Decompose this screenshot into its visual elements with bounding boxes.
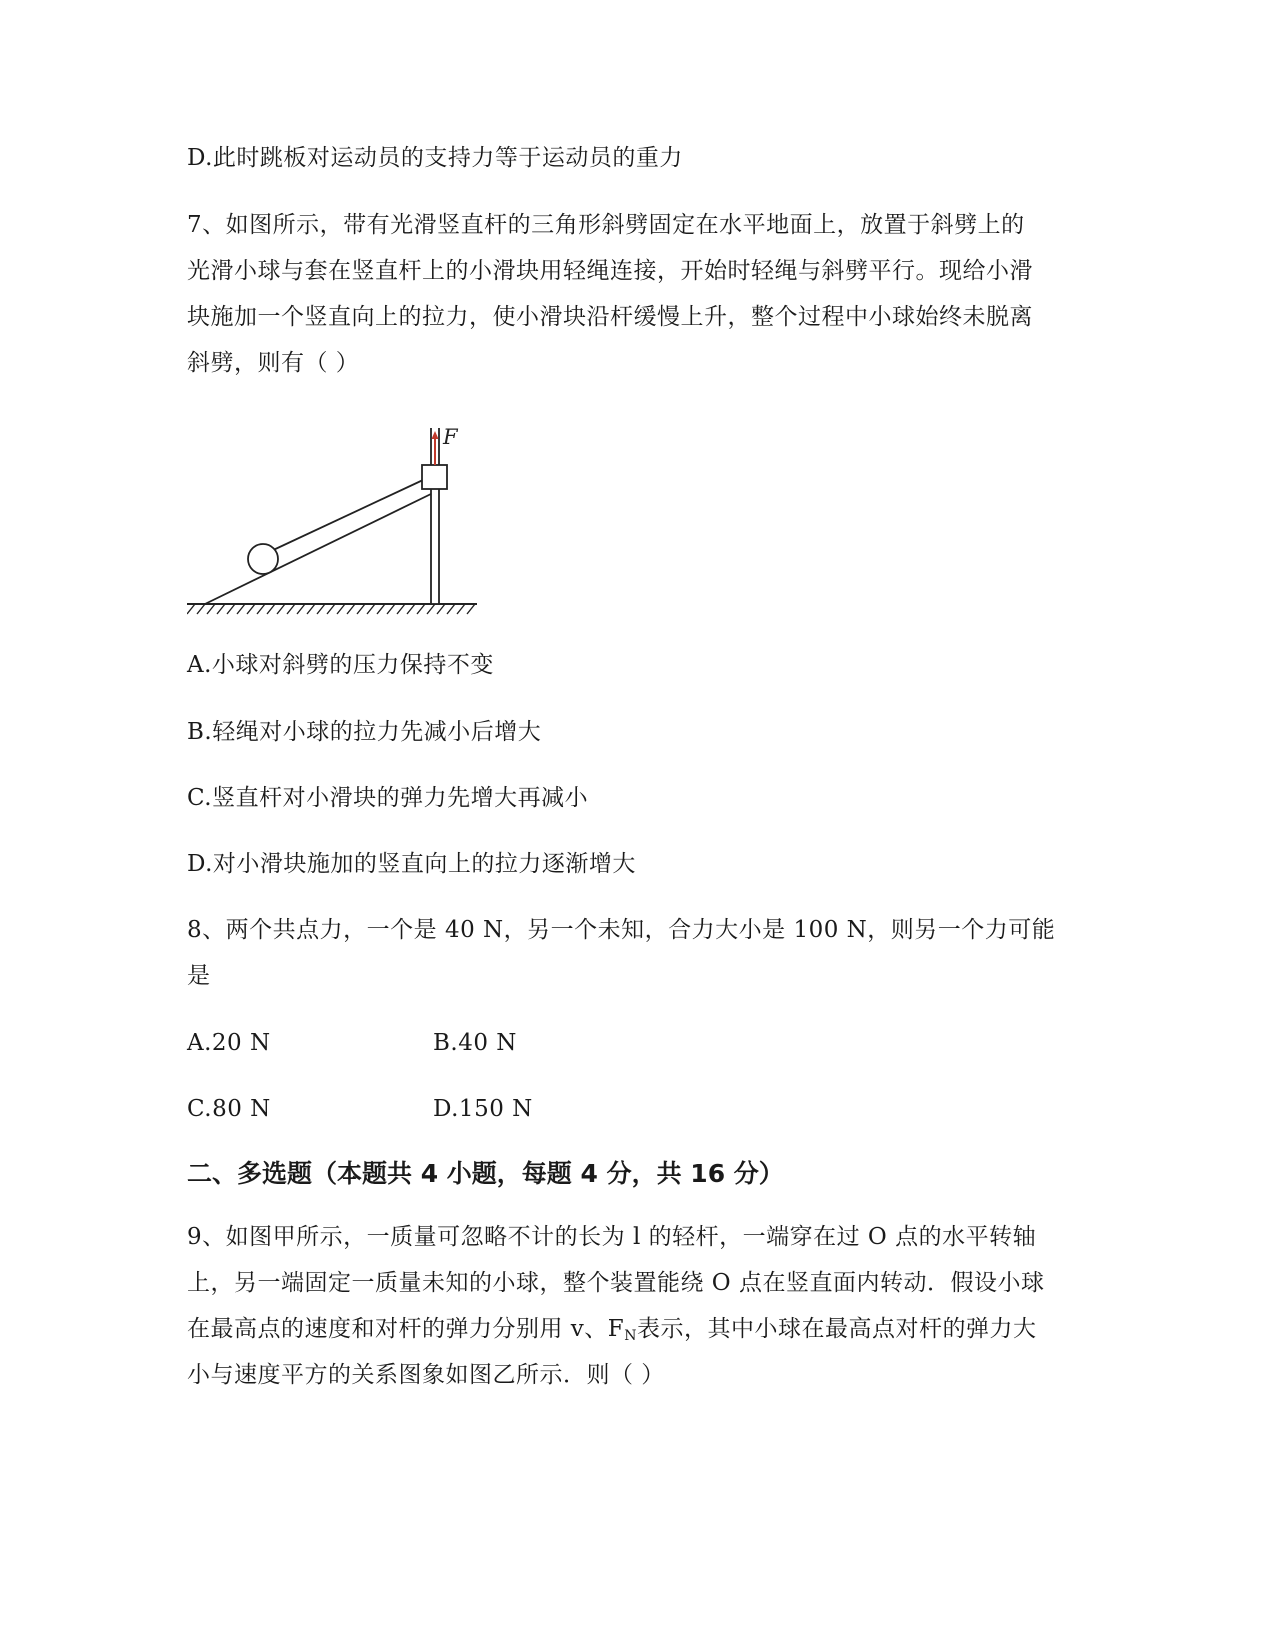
q7-stem-line-3: 块施加一个竖直向上的拉力，使小滑块沿杆缓慢上升，整个过程中小球始终未脱离 (187, 304, 1033, 330)
incline-diagram (187, 428, 497, 628)
q8-option-c: C.80 N (187, 1096, 271, 1122)
section-heading: 二、多选题（本题共 4 小题，每题 4 分，共 16 分） (187, 1159, 784, 1188)
q9-stem-line-2: 上，另一端固定一质量未知的小球，整个装置能绕 O 点在竖直面内转动．假设小球 (187, 1270, 1045, 1296)
q8-option-a: A.20 N (187, 1030, 271, 1056)
q8-option-d: D.150 N (433, 1096, 533, 1122)
q9-force-subscript: N (624, 1328, 638, 1344)
q6-option-d: D.此时跳板对运动员的支持力等于运动员的重力 (187, 145, 683, 171)
force-label: F (443, 428, 458, 449)
ground-hatching (187, 604, 475, 614)
q7-option-c: C.竖直杆对小滑块的弹力先增大再减小 (187, 785, 589, 811)
q8-stem-line-2: 是 (187, 963, 211, 989)
q8-option-b: B.40 N (433, 1030, 517, 1056)
q7-stem-line-2: 光滑小球与套在竖直杆上的小滑块用轻绳连接，开始时轻绳与斜劈平行。现给小滑 (187, 258, 1033, 284)
q7-option-a: A.小球对斜劈的压力保持不变 (187, 652, 494, 678)
sliding-block (422, 465, 447, 489)
incline-surface (205, 493, 433, 604)
q7-option-d: D.对小滑块施加的竖直向上的拉力逐渐增大 (187, 851, 636, 877)
ball (248, 544, 278, 574)
q7-figure (187, 428, 497, 632)
q8-stem-line-1: 8、两个共点力，一个是 40 N，另一个未知，合力大小是 100 N，则另一个力可能 (187, 917, 1056, 943)
q9-stem-line-3 (187, 1314, 1037, 1351)
q9-stem-line-1: 9、如图甲所示，一质量可忽略不计的长为 l 的轻杆，一端穿在过 O 点的水平转轴 (187, 1224, 1037, 1250)
q9-stem-line-4: 小与速度平方的关系图象如图乙所示．则（ ） (187, 1362, 665, 1388)
rope (269, 480, 423, 552)
q9-line3-after: 表示，其中小球在最高点对杆的弹力大 (637, 1316, 1037, 1342)
q7-stem-line-4: 斜劈，则有（ ） (187, 350, 360, 376)
q7-option-b: B.轻绳对小球的拉力先减小后增大 (187, 719, 542, 745)
q9-line3-before: 在最高点的速度和对杆的弹力分别用 v、F (187, 1316, 625, 1342)
q7-stem-line-1: 7、如图所示，带有光滑竖直杆的三角形斜劈固定在水平地面上，放置于斜劈上的 (187, 212, 1025, 238)
